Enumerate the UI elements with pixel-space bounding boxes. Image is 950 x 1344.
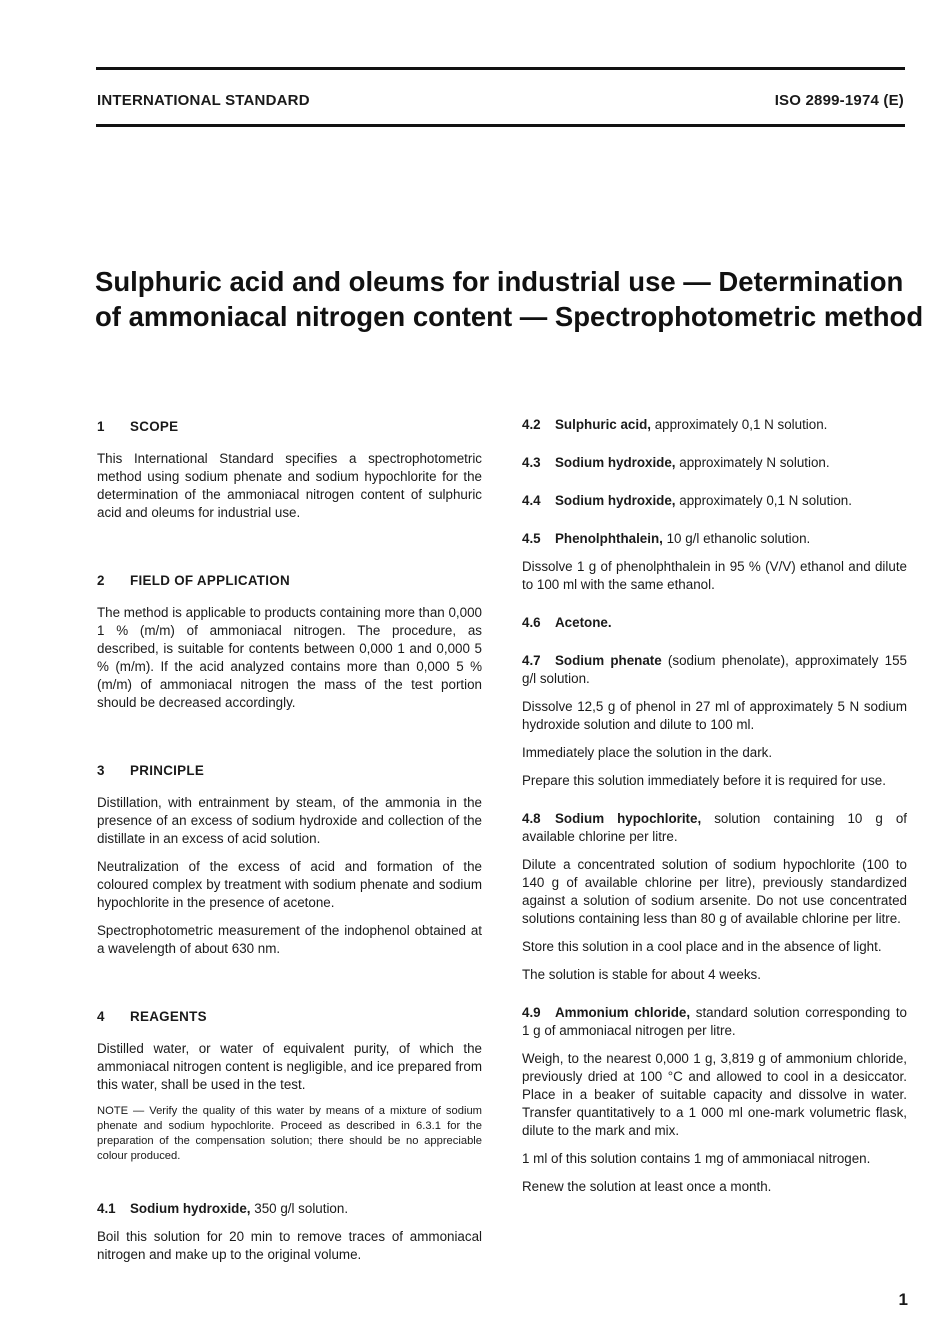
paragraph: Distillation, with entrainment by steam, of the ammonia in the presence of an excess of sodium hydroxide and collection of the distillate in an excess of acid solution. xyxy=(97,795,482,846)
paragraph: Immediately place the solution in the dark. xyxy=(522,745,773,760)
paragraph: Dilute a concentrated solution of sodium hypochlorite (100 to 140 g of available chlorine per litre), previously standardized against a solution of sodium arsenite. Do not use concentrated solutions containing less than 80 g of available chlorine per litre. xyxy=(522,857,907,926)
paragraph: Distilled water, or water of equivalent purity, of which the ammoniacal nitrogen content is negligible, and ice prepared from this water, shall be used in the test. xyxy=(97,1041,482,1092)
paragraph: Boil this solution for 20 min to remove traces of ammoniacal nitrogen and make up to the original volume. xyxy=(97,1229,482,1262)
document-type-label: INTERNATIONAL STANDARD xyxy=(97,92,310,109)
subsection-4-6-heading: 4.6 Acetone. xyxy=(522,615,612,630)
note: NOTE — Verify the quality of this water by means of a mixture of sodium phenate and sodium hypochlorite. Proceed as described in 6.3.1 for the preparation of the compensation solution; there should be no appreciable colour produced. xyxy=(97,1105,482,1162)
paragraph: The method is applicable to products containing more than 0,000 1 % (m/m) of ammoniacal nitrogen. The procedure, as described, is suitable for contents between 0,000 1 and 0,000 5 % (m/m). If the acid analyzed contains more than 0,000 5 % (m/m) of ammoniacal nitrogen the mass of the test portion should be decreased accordingly. xyxy=(97,605,482,710)
subsection-4-8-heading: 4.8 Sodium hypochlorite, solution containing 10 g of available chlorine per litre. xyxy=(522,811,907,844)
left-column xyxy=(97,418,482,1274)
subsection-4-3-heading: 4.3 Sodium hydroxide, approximately N solution. xyxy=(522,455,830,470)
subsection-4-5-heading: 4.5 Phenolphthalein, 10 g/l ethanolic solution. xyxy=(522,531,811,546)
paragraph: Prepare this solution immediately before it is required for use. xyxy=(522,773,886,788)
paragraph: Store this solution in a cool place and in the absence of light. xyxy=(522,939,882,954)
document-title: Sulphuric acid and oleums for industrial use — Determination of ammoniacal nitrogen content — Spectrophotometric method xyxy=(95,266,924,332)
paragraph: The solution is stable for about 4 weeks. xyxy=(522,967,761,982)
section-heading: 1 SCOPE xyxy=(97,419,179,434)
subsection-4-4-heading: 4.4 Sodium hydroxide, approximately 0,1 N solution. xyxy=(522,493,852,508)
section-principle xyxy=(97,762,482,958)
paragraph: Spectrophotometric measurement of the indophenol obtained at a wavelength of about 630 nm. xyxy=(97,923,482,956)
header-top-rule xyxy=(96,67,905,70)
section-scope xyxy=(97,418,482,522)
paragraph: Renew the solution at least once a month. xyxy=(522,1179,772,1194)
subsection-4-2-heading: 4.2 Sulphuric acid, approximately 0,1 N solution. xyxy=(522,417,828,432)
section-heading: 4 REAGENTS xyxy=(97,1009,207,1024)
right-column xyxy=(522,416,907,1206)
subsection-4-9-heading: 4.9 Ammonium chloride, standard solution corresponding to 1 g of ammoniacal nitrogen per litre. xyxy=(522,1005,907,1038)
standard-number: ISO 2899-1974 (E) xyxy=(774,92,904,109)
paragraph: Weigh, to the nearest 0,000 1 g, 3,819 g of ammonium chloride, previously dried at 100 °C and allowed to cool in a desiccator. Place in a beaker of suitable capacity and dissolve in water. Transfer quantitatively to a 1 000 ml one-mark volumetric flask, dilute to the mark and mix. xyxy=(522,1051,907,1138)
header-bottom-rule xyxy=(96,124,905,127)
paragraph: This International Standard specifies a spectrophotometric method using sodium phenate and sodium hypochlorite for the determination of the ammoniacal nitrogen content of sulphuric acid and oleums for industrial use. xyxy=(97,451,482,520)
section-heading: 3 PRINCIPLE xyxy=(97,763,205,778)
section-reagents xyxy=(97,1008,482,1264)
paragraph: Dissolve 12,5 g of phenol in 27 ml of approximately 5 N sodium hydroxide solution and dilute to 100 ml. xyxy=(522,699,907,732)
subsection-4-7-heading: 4.7 Sodium phenate (sodium phenolate), approximately 155 g/l solution. xyxy=(522,653,907,686)
page-number: 1 xyxy=(898,1290,908,1309)
section-heading: 2 FIELD OF APPLICATION xyxy=(97,573,290,588)
section-field-of-application xyxy=(97,572,482,712)
paragraph: 1 ml of this solution contains 1 mg of ammoniacal nitrogen. xyxy=(522,1151,871,1166)
paragraph: Neutralization of the excess of acid and formation of the coloured complex by treatment with sodium phenate and sodium hypochlorite in the presence of acetone. xyxy=(97,859,482,910)
paragraph: Dissolve 1 g of phenolphthalein in 95 % (V/V) ethanol and dilute to 100 ml with the same ethanol. xyxy=(522,559,907,592)
subsection-4-1-heading: 4.1 Sodium hydroxide, 350 g/l solution. xyxy=(97,1201,349,1216)
